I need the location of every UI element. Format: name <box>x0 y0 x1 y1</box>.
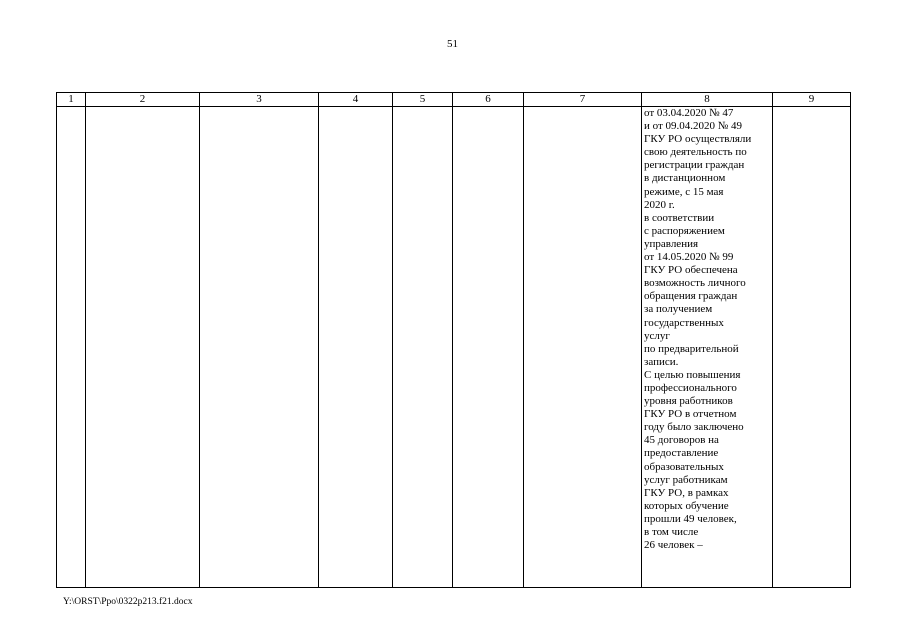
cell-col-6 <box>453 107 524 588</box>
cell-col-8-line: записи. <box>644 355 679 368</box>
cell-col-8-line: ГКУ РО обеспечена <box>644 264 738 277</box>
cell-col-8-line: обращения граждан <box>644 290 738 303</box>
cell-col-8-line: в дистанционном <box>644 172 726 185</box>
cell-col-8-line: и от 09.04.2020 № 49 <box>644 120 743 133</box>
header-col-7: 7 <box>524 93 642 107</box>
cell-col-3 <box>200 107 319 588</box>
cell-col-8-line: свою деятельность по <box>644 146 747 159</box>
cell-col-8-line: профессионального <box>644 381 737 394</box>
cell-col-8-line: за получением <box>644 303 713 316</box>
cell-col-8-line: режиме, с 15 мая <box>644 185 724 198</box>
cell-col-8-line: по предварительной <box>644 342 739 355</box>
header-col-8: 8 <box>642 93 773 107</box>
cell-col-8-line: регистрации граждан <box>644 159 745 172</box>
cell-col-8-line: возможность личного <box>644 277 746 290</box>
cell-col-5 <box>393 107 453 588</box>
cell-col-8-line: уровня работников <box>644 395 733 408</box>
cell-col-4 <box>319 107 393 588</box>
cell-col-2 <box>86 107 200 588</box>
cell-col-8-line: образовательных <box>644 460 724 473</box>
cell-col-8-line: прошли 49 человек, <box>644 512 737 525</box>
cell-col-8 <box>642 107 773 588</box>
header-col-2: 2 <box>86 93 200 107</box>
cell-col-8-line: ГКУ РО осуществляли <box>644 133 752 146</box>
cell-col-8-line: С целью повышения <box>644 368 741 381</box>
footer-file-path: Y:\ORST\Ppo\0322p213.f21.docx <box>63 597 193 607</box>
header-col-1: 1 <box>57 93 86 107</box>
page-number: 51 <box>447 38 458 50</box>
cell-col-8-line: с распоряжением <box>644 224 725 237</box>
cell-col-8-line: услуг <box>644 329 670 342</box>
cell-col-8-line: предоставление <box>644 447 719 460</box>
report-table <box>56 92 851 588</box>
table-row <box>57 107 851 588</box>
cell-col-8-line: от 14.05.2020 № 99 <box>644 251 734 264</box>
cell-col-1 <box>57 107 86 588</box>
cell-col-8-line: 45 договоров на <box>644 434 719 447</box>
cell-col-8-line: ГКУ РО в отчетном <box>644 408 737 421</box>
cell-col-8-line: в том числе <box>644 526 699 538</box>
cell-col-8-line: 26 человек – <box>644 539 703 552</box>
cell-col-8-line: году было заключено <box>644 421 744 434</box>
header-col-9: 9 <box>773 93 851 107</box>
cell-col-8-line: услуг работникам <box>644 473 728 486</box>
cell-col-7 <box>524 107 642 588</box>
cell-col-8-line: ГКУ РО, в рамках <box>644 486 729 499</box>
cell-col-8-line: 2020 г. <box>644 198 675 211</box>
cell-col-9 <box>773 107 851 588</box>
cell-col-8-line: в соответствии <box>644 211 715 224</box>
cell-col-8-text <box>644 107 770 552</box>
cell-col-8-line: государственных <box>644 316 724 329</box>
header-col-3: 3 <box>200 93 319 107</box>
header-col-5: 5 <box>393 93 453 107</box>
cell-col-8-line: от 03.04.2020 № 47 <box>644 107 734 119</box>
cell-col-8-line: управления <box>644 237 699 250</box>
header-col-6: 6 <box>453 93 524 107</box>
cell-col-8-line: которых обучение <box>644 499 729 512</box>
header-row <box>57 93 851 107</box>
header-col-4: 4 <box>319 93 393 107</box>
